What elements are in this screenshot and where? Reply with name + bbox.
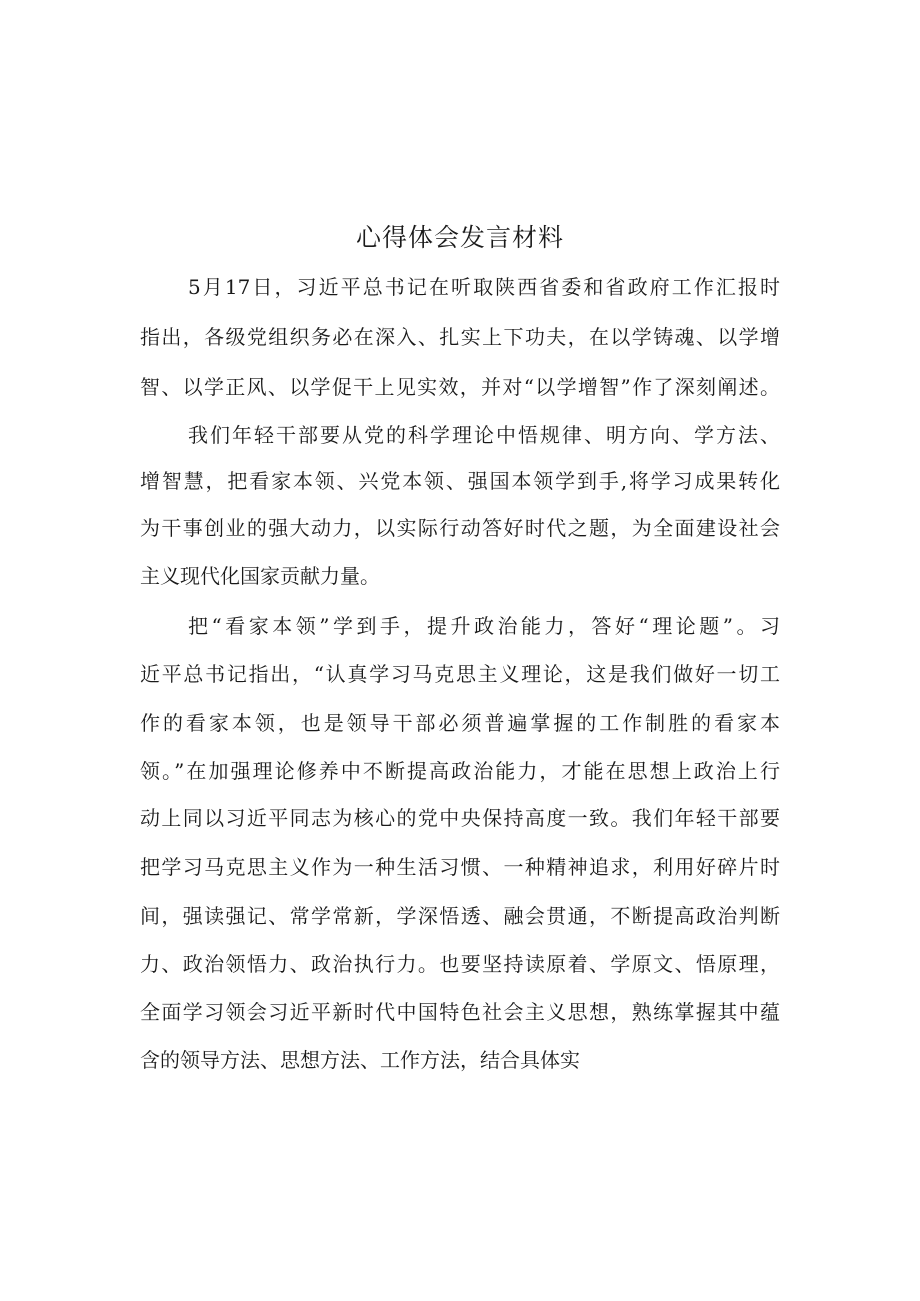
paragraph-line: 我们年轻干部要从党的科学理论中悟规律、明方向、学方法、 (188, 423, 780, 447)
paragraph-line: 5月17日，习近平总书记在听取陕西省委和省政府工作汇报时 (188, 275, 780, 299)
paragraph-line: 增智慧，把看家本领、兴党本领、强国本领学到手,将学习成果转化 (140, 469, 780, 493)
paragraph-line: 把“看家本领”学到手，提升政治能力，答好“理论题”。习 (188, 614, 780, 638)
paragraph-line: 含的领导方法、思想方法、工作方法，结合具体实 (140, 1048, 580, 1072)
paragraph-line: 把学习马克思主义作为一种生活习惯、一种精神追求，利用好碎片时 (140, 855, 780, 879)
paragraph-line: 智、以学正风、以学促干上见实效，并对“以学增智”作了深刻阐述。 (140, 375, 780, 399)
paragraph-line: 间，强读强记、常学常新，学深悟透、融会贯通，不断提高政治判断 (140, 904, 780, 928)
paragraph-line: 近平总书记指出，“认真学习马克思主义理论，这是我们做好一切工 (140, 662, 780, 686)
paragraph-line: 作的看家本领，也是领导干部必须普遍掌握的工作制胜的看家本 (140, 711, 780, 735)
paragraph-line: 力、政治领悟力、政治执行力。也要坚持读原着、学原文、悟原理， (140, 952, 780, 976)
paragraph-line: 指出，各级党组织务必在深入、扎实上下功夫，在以学铸魂、以学增 (140, 325, 780, 349)
paragraph-line: 领。”在加强理论修养中不断提高政治能力，才能在思想上政治上行 (140, 759, 780, 783)
paragraph-line: 为干事创业的强大动力，以实际行动答好时代之题，为全面建设社会 (140, 516, 780, 540)
paragraph-line: 全面学习领会习近平新时代中国特色社会主义思想，熟练掌握其中蕴 (140, 1000, 780, 1024)
document-title: 心得体会发言材料 (355, 223, 564, 252)
paragraph-line: 动上同以习近平同志为核心的党中央保持高度一致。我们年轻干部要 (140, 806, 780, 830)
paragraph-line: 主义现代化国家贡献力量。 (140, 564, 380, 588)
